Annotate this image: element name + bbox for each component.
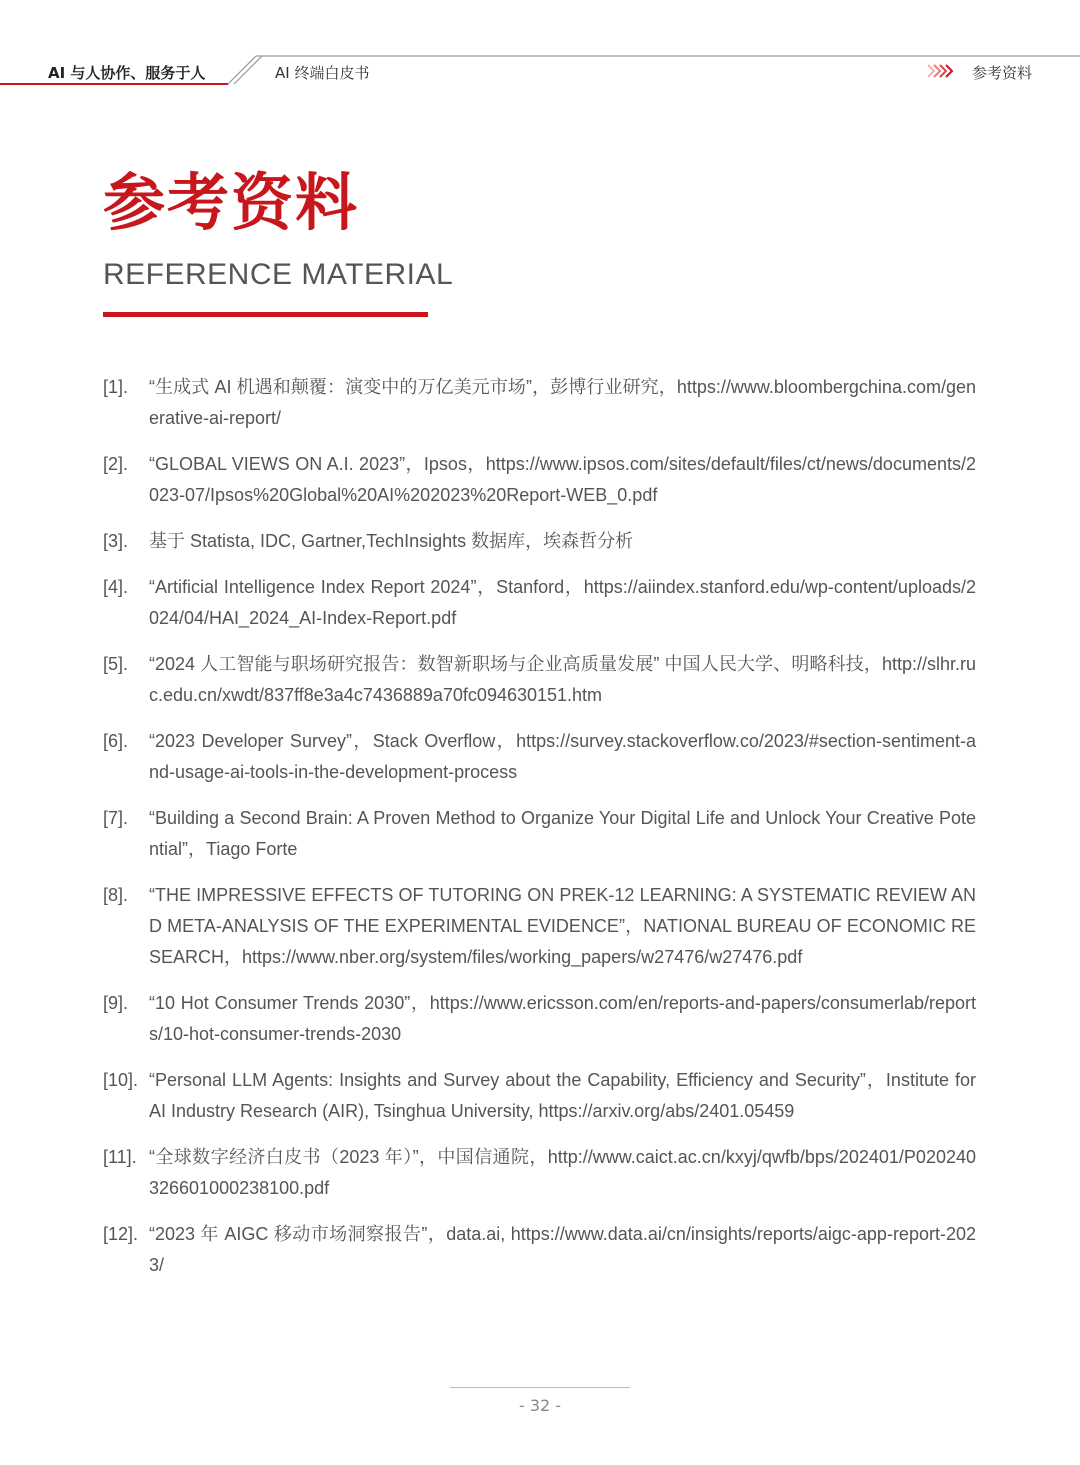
page-number: - 32 - [518, 1396, 562, 1415]
reference-text: “2024 人工智能与职场研究报告：数智新职场与企业高质量发展” 中国人民大学、明略科技，http://slhr.ruc.edu.cn/xwdt/837ff8e3a4c7436889a70fc094630151.htm [149, 654, 976, 705]
reference-item [103, 649, 976, 711]
reference-item [103, 1142, 976, 1204]
chevron-arrows-icon [926, 63, 956, 79]
reference-number: [12]. [103, 1224, 139, 1244]
footer-divider [450, 1387, 630, 1388]
header-section-title: 参考资料 [971, 64, 1032, 82]
reference-item [103, 572, 976, 634]
reference-item [103, 803, 976, 865]
page-title-en: REFERENCE MATERIAL [103, 258, 454, 291]
reference-list [103, 372, 976, 1296]
page-title-cn: 参考资料 [103, 166, 360, 239]
reference-text: 基于 Statista, IDC, Gartner,TechInsights 数据库，埃森哲分析 [149, 531, 634, 551]
reference-number: [11]. [103, 1147, 137, 1167]
reference-text: “生成式 AI 机遇和颠覆：演变中的万亿美元市场”，彭博行业研究，https://www.bloombergchina.com/generative-ai-report/ [149, 377, 976, 428]
reference-number: [10]. [103, 1070, 139, 1090]
reference-item [103, 726, 976, 788]
reference-number: [9]. [103, 993, 129, 1013]
reference-text: “2023 年 AIGC 移动市场洞察报告”，data.ai, https://www.data.ai/cn/insights/reports/aigc-app-report-2023/ [149, 1224, 976, 1275]
reference-item [103, 988, 976, 1050]
reference-text: “2023 Developer Survey”，Stack Overflow，https://survey.stackoverflow.co/2023/#section-sentiment-and-usage-ai-tools-in-the-development-process [149, 731, 976, 782]
reference-number: [6]. [103, 731, 129, 751]
reference-text: “10 Hot Consumer Trends 2030”，https://www.ericsson.com/en/reports-and-papers/consumerlab/reports/10-hot-consumer-trends-2030 [149, 993, 976, 1044]
reference-text: “THE IMPRESSIVE EFFECTS OF TUTORING ON PREK-12 LEARNING: A SYSTEMATIC REVIEW AND META-ANALYSIS OF THE EXPERIMENTAL EVIDENCE”，NATIONAL BUREAU OF ECONOMIC RESEARCH，https://www.nber.org/system/files/working_papers/w27476/w27476.pdf [149, 885, 976, 967]
reference-number: [7]. [103, 808, 129, 828]
reference-item [103, 1219, 976, 1281]
reference-item [103, 449, 976, 511]
reference-number: [2]. [103, 454, 129, 474]
reference-text: “GLOBAL VIEWS ON A.I. 2023”，Ipsos，https://www.ipsos.com/sites/default/files/ct/news/documents/2023-07/Ipsos%20Global%20AI%202023%20Report-WEB_0.pdf [149, 454, 976, 505]
reference-number: [3]. [103, 531, 129, 551]
reference-item [103, 1065, 976, 1127]
reference-number: [8]. [103, 885, 129, 905]
reference-text: “Artificial Intelligence Index Report 2024”，Stanford，https://aiindex.stanford.edu/wp-content/uploads/2024/04/HAI_2024_AI-Index-Report.pdf [149, 577, 976, 628]
reference-number: [5]. [103, 654, 129, 674]
reference-text: “Personal LLM Agents: Insights and Survey about the Capability, Efficiency and Security”，Institute for AI Industry Research (AIR), Tsinghua University, https://arxiv.org/abs/2401.05459 [149, 1070, 976, 1121]
page-header [0, 0, 1080, 90]
reference-number: [4]. [103, 577, 129, 597]
header-series-title: AI 与人协作、服务于人 [48, 64, 206, 82]
reference-text: “Building a Second Brain: A Proven Method to Organize Your Digital Life and Unlock Your Creative Potential”，Tiago Forte [149, 808, 976, 859]
reference-item [103, 372, 976, 434]
reference-item [103, 880, 976, 973]
reference-number: [1]. [103, 377, 129, 397]
reference-item [103, 526, 976, 557]
header-document-title: AI 终端白皮书 [275, 64, 370, 82]
title-underline [103, 312, 428, 317]
reference-text: “全球数字经济白皮书（2023 年）”，中国信通院，http://www.caict.ac.cn/kxyj/qwfb/bps/202401/P020240326601000238100.pdf [149, 1147, 976, 1198]
